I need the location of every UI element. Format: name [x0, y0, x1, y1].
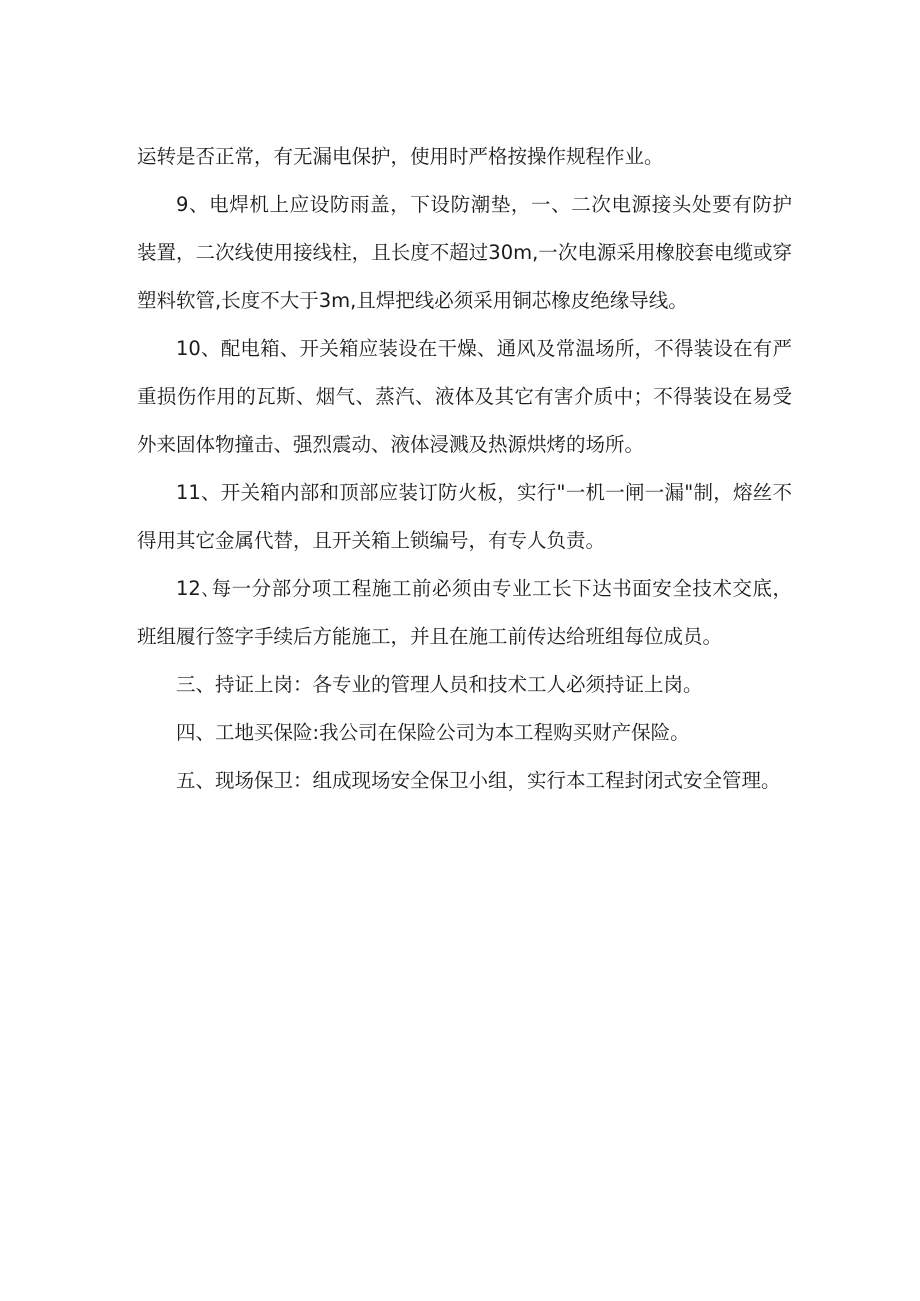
paragraph-section-3: 三、持证上岗：各专业的管理人员和技术工人必须持证上岗。 [176, 673, 703, 696]
paragraph-section-4: 四、工地买保险:我公司在保险公司为本工程购买财产保险。 [176, 721, 690, 744]
paragraph-item-10: 10、配电箱、开关箱应装设在干燥、通风及常温场所，不得装设在有严重损伤作用的瓦斯、烟气、蒸汽、液体及其它有害介质中；不得装设在易受外来固体物撞击、强烈震动、液体浸溅及热源烘烤的场所。 [137, 337, 792, 456]
paragraph-item-9: 9、电焊机上应设防雨盖，下设防潮垫，一、二次电源接头处要有防护装置，二次线使用接线柱，且长度不超过30m,一次电源采用橡胶套电缆或穿塑料软管,长度不大于3m,且焊把线必须采用铜芯橡皮绝缘导线。 [137, 193, 792, 312]
document-body [137, 133, 792, 805]
paragraph-item-12: 12､每一分部分项工程施工前必须由专业工长下达书面安全技术交底，班组履行签字手续后方能施工，并且在施工前传达给班组每位成员。 [137, 577, 792, 648]
paragraph-continuation: 运转是否正常，有无漏电保护，使用时严格按操作规程作业。 [137, 145, 664, 168]
paragraph-section-5: 五、现场保卫：组成现场安全保卫小组，实行本工程封闭式安全管理。 [176, 769, 781, 792]
paragraph-item-11: 11、开关箱内部和顶部应装订防火板，实行"一机一闸一漏"制，熔丝不得用其它金属代替，且开关箱上锁编号，有专人负责。 [137, 481, 792, 552]
